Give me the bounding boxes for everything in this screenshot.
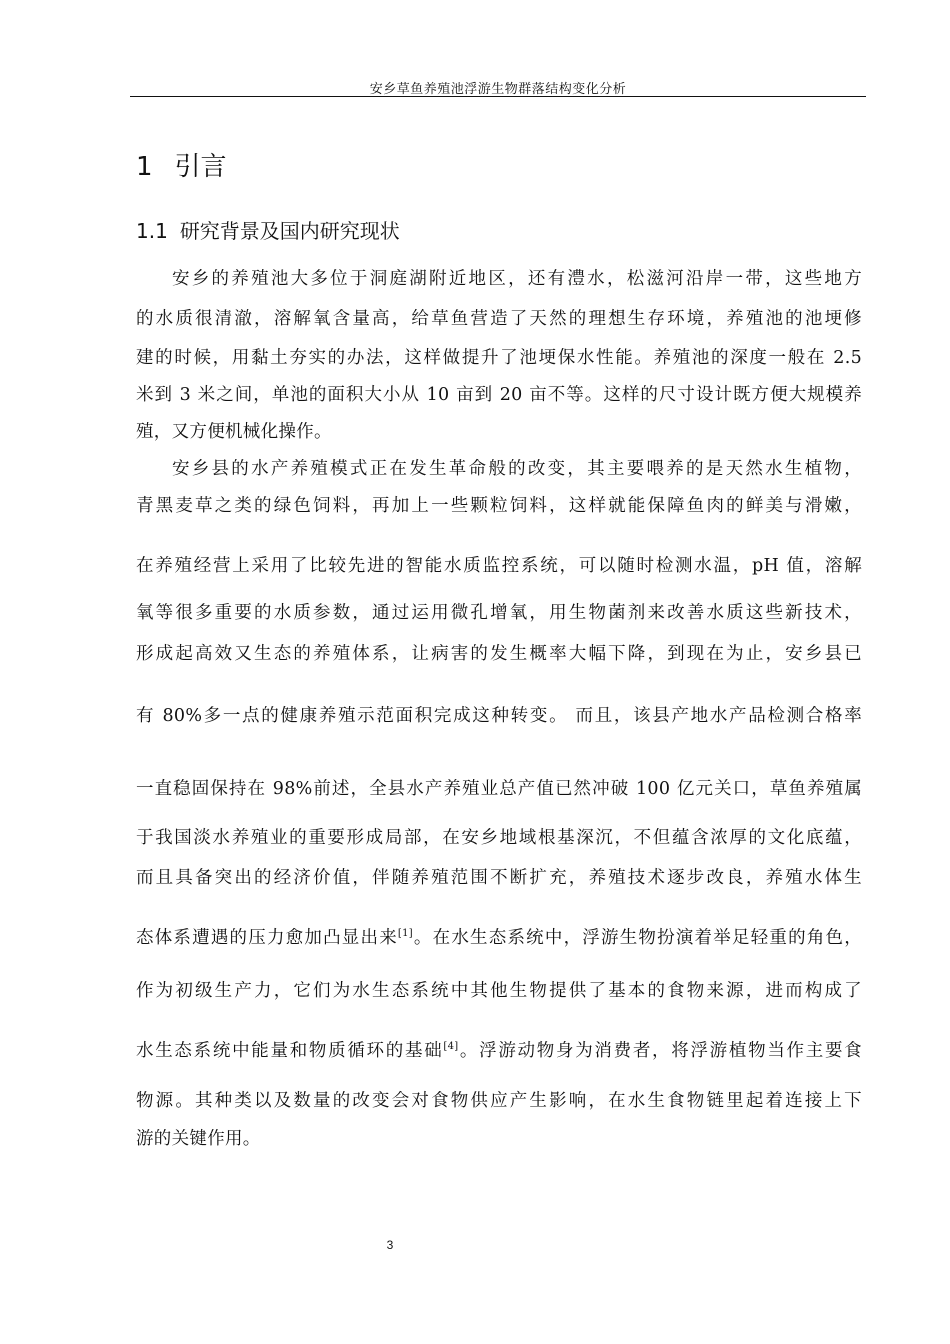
paragraph-line: 的水质很清澈，溶解氧含量高，给草鱼营造了天然的理想生存环境，养殖池的池埂修 <box>136 309 862 329</box>
paragraph-line: 形成起高效又生态的养殖体系，让病害的发生概率大幅下降，到现在为止，安乡县已 <box>136 644 862 664</box>
paragraph-line: 米到 3 米之间，单池的面积大小从 10 亩到 20 亩不等。这样的尺寸设计既方便大规模养 <box>136 385 862 405</box>
line-text: 态体系遭遇的压力愈加凸显出来 <box>136 928 398 948</box>
line-text: 。在水生态系统中，浮游生物扮演着举足轻重的角色， <box>413 928 862 948</box>
paragraph-line: 安乡县的水产养殖模式正在发生革命般的改变，其主要喂养的是天然水生植物， <box>172 459 862 479</box>
paragraph-line: 于我国淡水养殖业的重要形成局部，在安乡地域根基深沉，不但蕴含浓厚的文化底蕴， <box>136 828 862 848</box>
page-number: 3 <box>386 1238 394 1252</box>
running-header: 安乡草鱼养殖池浮游生物群落结构变化分析 <box>369 82 627 97</box>
paragraph-line: 有 80%多一点的健康养殖示范面积完成这种转变。 而且，该县产地水产品检测合格率 <box>136 706 862 726</box>
line-text: 。浮游动物身为消费者，将浮游植物当作主要食 <box>458 1041 862 1061</box>
paragraph-line: 青黑麦草之类的绿色饲料，再加上一些颗粒饲料，这样就能保障鱼肉的鲜美与滑嫩， <box>136 496 862 516</box>
paragraph-line: 在养殖经营上采用了比较先进的智能水质监控系统，可以随时检测水温，pH 值，溶解 <box>136 556 862 576</box>
subsection-heading <box>136 215 400 244</box>
paragraph-line: 游的关键作用。 <box>136 1129 261 1149</box>
citation-ref: [1] <box>397 928 413 939</box>
paragraph-line-with-citation <box>136 924 862 949</box>
paragraph-line: 安乡的养殖池大多位于洞庭湖附近地区，还有澧水，松滋河沿岸一带，这些地方 <box>172 269 862 289</box>
paragraph-line: 而且具备突出的经济价值，伴随养殖范围不断扩充，养殖技术逐步改良，养殖水体生 <box>136 868 862 888</box>
paragraph-line: 殖，又方便机械化操作。 <box>136 422 332 442</box>
paragraph-line-with-citation <box>136 1037 862 1062</box>
citation-ref: [4] <box>443 1041 459 1052</box>
section-title: 引言 <box>174 152 227 182</box>
subsection-number: 1.1 <box>136 219 168 243</box>
subsection-title: 研究背景及国内研究现状 <box>179 219 400 243</box>
section-number: 1 <box>136 152 153 182</box>
line-text: 水生态系统中能量和物质循环的基础 <box>136 1041 444 1061</box>
paragraph-line: 氧等很多重要的水质参数，通过运用微孔增氧，用生物菌剂来改善水质这些新技术， <box>136 603 862 623</box>
paragraph-line: 建的时候，用黏土夯实的办法，这样做提升了池埂保水性能。养殖池的深度一般在 2.5 <box>136 348 862 368</box>
header-rule <box>130 96 866 97</box>
section-heading <box>136 146 227 183</box>
paragraph-line: 物源。其种类以及数量的改变会对食物供应产生影响，在水生食物链里起着连接上下 <box>136 1091 862 1111</box>
paragraph-line: 作为初级生产力，它们为水生态系统中其他生物提供了基本的食物来源，进而构成了 <box>136 981 862 1001</box>
paragraph-line: 一直稳固保持在 98%前述，全县水产养殖业总产值已然冲破 100 亿元关口，草鱼养殖属 <box>136 779 862 799</box>
